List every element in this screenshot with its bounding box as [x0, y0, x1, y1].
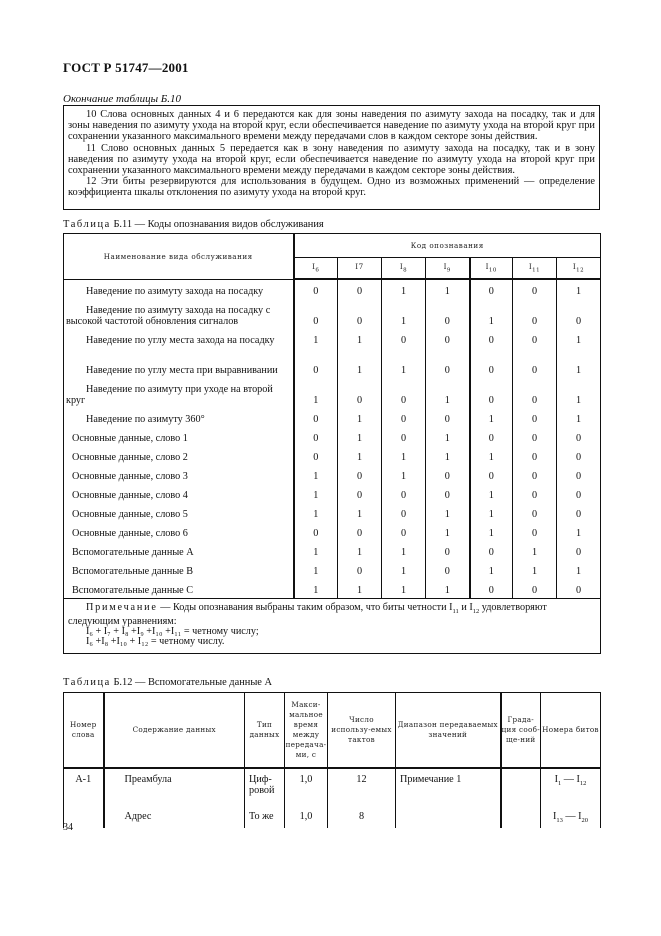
col-header-bit: [557, 258, 601, 280]
col-header-data-content: Содержание данных: [104, 693, 245, 769]
parity-equation-2: I₆ +I₈ +I₁₀ + I₁₂ = четному числу.: [86, 635, 225, 647]
max-time-cell: 1,0: [285, 806, 328, 828]
table-row: [64, 522, 601, 541]
col-header-max-time: Макси-мальное время между передача-ми, с: [285, 693, 328, 769]
bit-label: I: [399, 262, 404, 272]
word-cell: А-1: [64, 768, 104, 806]
bit-label: I: [572, 262, 577, 272]
bit-value-cell: 1: [557, 522, 601, 541]
bit-value-cell: 1: [557, 348, 601, 378]
gradation-cell: [501, 768, 541, 806]
subscript: 12: [472, 607, 480, 615]
caption-text: Б.11 — Коды опознавания видов обслуживания: [110, 219, 324, 230]
service-name-cell: Основные данные, слово 5: [64, 503, 294, 522]
bit-value-cell: 1: [470, 299, 513, 329]
bit-value-cell: 1: [426, 503, 470, 522]
bit-subscript: 11: [532, 267, 541, 274]
bit-value-cell: 0: [294, 408, 338, 427]
bit-value-cell: 0: [382, 484, 426, 503]
table-row: [64, 427, 601, 446]
bit-value-cell: 1: [294, 560, 338, 579]
bit-value-cell: 0: [294, 299, 338, 329]
bit-value-cell: 0: [382, 427, 426, 446]
table-row: [64, 806, 601, 828]
bit-value-cell: 1: [382, 299, 426, 329]
bit-value-cell: 1: [557, 378, 601, 408]
bit-value-cell: 0: [513, 465, 557, 484]
bit-value-cell: 1: [294, 484, 338, 503]
bit-subscript: 8: [403, 267, 408, 274]
bit-value-cell: 1: [294, 503, 338, 522]
bit-value-cell: 1: [470, 408, 513, 427]
bit-value-cell: 1: [338, 541, 382, 560]
max-time-cell: 1,0: [285, 768, 328, 806]
bit-value-cell: 1: [382, 560, 426, 579]
table-continuation-label: Окончание таблицы Б.10: [63, 93, 182, 105]
bit-value-cell: 0: [513, 348, 557, 378]
bit-value-cell: 0: [426, 408, 470, 427]
service-name-cell: Основные данные, слово 4: [64, 484, 294, 503]
table-row: [64, 408, 601, 427]
bit-value-cell: 0: [426, 299, 470, 329]
bit-value-cell: 1: [426, 522, 470, 541]
bit-value-cell: 0: [426, 560, 470, 579]
col-header-gradation: Града-ция сооб-ще-ний: [501, 693, 541, 769]
bit-value-cell: 0: [513, 503, 557, 522]
bit-value-cell: 0: [426, 465, 470, 484]
col-header-clock-count: Число использу-емых тактов: [328, 693, 396, 769]
col-header-bit-numbers: Номера битов: [541, 693, 601, 769]
bit-value-cell: 0: [513, 484, 557, 503]
service-name-cell: Вспомогательные данные В: [64, 560, 294, 579]
bit-value-cell: 0: [338, 299, 382, 329]
bit-value-cell: 1: [294, 541, 338, 560]
bit-value-cell: 0: [426, 541, 470, 560]
bit-value-cell: 1: [294, 329, 338, 348]
document-title: ГОСТ Р 51747—2001: [63, 60, 189, 75]
range-cell: [396, 806, 501, 828]
note-text: — Коды опознавания выбраны таким образом, что биты четности I: [157, 601, 453, 613]
bit-value-cell: 0: [426, 348, 470, 378]
bit-value-cell: 1: [382, 579, 426, 598]
bit-value-cell: 0: [513, 446, 557, 465]
service-name-cell: Наведение по углу места при выравнивании: [64, 348, 294, 378]
bit-value-cell: 0: [338, 378, 382, 408]
bit-value-cell: 0: [513, 408, 557, 427]
bit-value-cell: 1: [470, 503, 513, 522]
service-name-cell: Основные данные, слово 3: [64, 465, 294, 484]
bit-value-cell: 0: [470, 579, 513, 598]
bit-value-cell: 0: [557, 484, 601, 503]
bit-value-cell: 0: [338, 522, 382, 541]
caption-prefix: Таблица: [63, 219, 111, 230]
note-text: и I: [458, 601, 473, 613]
subscript: 11: [452, 607, 459, 615]
table-row: [64, 768, 601, 806]
bit-value-cell: 1: [513, 541, 557, 560]
table-row: [64, 329, 601, 348]
bit-value-cell: 0: [513, 522, 557, 541]
note-text: удовлетворяют следующим уравнениям:: [68, 601, 547, 627]
page-number: 34: [63, 822, 73, 833]
bit-value-cell: 1: [382, 465, 426, 484]
bit-value-cell: 0: [557, 503, 601, 522]
bit-value-cell: 0: [382, 503, 426, 522]
bit-value-cell: 0: [557, 427, 601, 446]
bit-label: I7: [355, 262, 364, 272]
bit-value-cell: 0: [338, 465, 382, 484]
subscript: 12: [579, 780, 587, 788]
bit-value-cell: 1: [557, 329, 601, 348]
parity-equation-1: I₆ + I₇ + I₈ +I₉ +I₁₀ +I₁₁ = четному числу;: [86, 625, 259, 637]
bit-value-cell: 0: [294, 446, 338, 465]
subscript: 1: [557, 780, 562, 788]
bit-value-cell: 1: [426, 378, 470, 408]
bit-value-cell: 1: [338, 446, 382, 465]
bit-subscript: 6: [315, 267, 320, 274]
bit-value-cell: 1: [470, 560, 513, 579]
table-row: [64, 465, 601, 484]
bit-value-cell: 1: [426, 279, 470, 299]
bit-value-cell: 0: [338, 484, 382, 503]
bit-value-cell: 0: [470, 348, 513, 378]
service-name-cell: Основные данные, слово 2: [64, 446, 294, 465]
bit-value-cell: 0: [513, 579, 557, 598]
bit-label: I: [485, 262, 489, 272]
table-row: [64, 503, 601, 522]
bit-value-cell: 0: [382, 329, 426, 348]
col-header-service-name: Наименование вида обслуживания: [64, 234, 294, 280]
col-header-value-range: Диапазон передаваемых значений: [396, 693, 501, 769]
bit-value-cell: 0: [470, 541, 513, 560]
note-11: 11 Слово основных данных 5 передается как в зону наведения по азимуту захода на посадку, так и в зону наведения по азимуту ухода на второй круг, если обеспечивается наведение по азимуту ухода на второй круг при сохранении указанного максимального времени между передачами в каждом секторе зоны действия.: [68, 142, 595, 177]
service-name-cell: Вспомогательные данные С: [64, 579, 294, 598]
table-b12-caption: [63, 677, 272, 688]
bit-value-cell: 0: [513, 279, 557, 299]
bit-subscript: 10: [488, 267, 497, 274]
bit-value-cell: 0: [382, 378, 426, 408]
bit-value-cell: 0: [338, 560, 382, 579]
col-header-bit: [382, 258, 426, 280]
bit-value-cell: 1: [557, 560, 601, 579]
service-name-cell: Наведение по азимуту захода на посадку: [64, 279, 294, 299]
table-row: [64, 541, 601, 560]
col-header-code-group: Код опознавания: [294, 234, 601, 258]
caption-text: Б.12 — Вспомогательные данные А: [110, 677, 273, 688]
note-12: 12 Эти биты резервируются для использования в будущем. Одно из возможных применений — определение коэффициента шкалы отклонения по азимуту ухода на второй круг.: [68, 176, 595, 199]
bit-value-cell: 0: [513, 378, 557, 408]
caption-prefix: Таблица: [63, 677, 111, 688]
col-header-bit: [426, 258, 470, 280]
note-10: 10 Слова основных данных 4 и 6 передаются как для зоны наведения по азимуту захода на посадку, так и для зоны наведения по азимуту ухода на второй круг, если обеспечивается наведение по азимуту ухода на второй круг при сохранении указанного максимального времени между передачами слов в каждом секторе зоны действия.: [68, 109, 595, 143]
subscript: 13: [556, 817, 563, 825]
bit-value-cell: 1: [382, 446, 426, 465]
bit-value-cell: 1: [470, 446, 513, 465]
type-cell: Циф-ровой: [245, 768, 285, 806]
table-b12: [63, 692, 601, 828]
bit-value-cell: 0: [513, 427, 557, 446]
bit-value-cell: 1: [382, 279, 426, 299]
bit-subscript: 12: [576, 267, 585, 274]
col-header-data-type: Тип данных: [245, 693, 285, 769]
bit-value-cell: 1: [338, 348, 382, 378]
bit-value-cell: 0: [557, 465, 601, 484]
bit-value-cell: 0: [557, 299, 601, 329]
bit-value-cell: 1: [557, 279, 601, 299]
col-header-word-number: Номер слова: [64, 693, 104, 769]
content-cell: Адрес: [104, 806, 245, 828]
service-name-cell: Наведение по азимуту захода на посадку с высокой частотой обновления сигналов: [64, 299, 294, 329]
bit-value-cell: 1: [338, 408, 382, 427]
bit-value-cell: 1: [382, 541, 426, 560]
table-row: [64, 446, 601, 465]
bit-subscript: 9: [446, 267, 451, 274]
bit-value-cell: 1: [338, 579, 382, 598]
bit-value-cell: 1: [426, 446, 470, 465]
bit-value-cell: 1: [513, 560, 557, 579]
service-name-cell: Вспомогательные данные А: [64, 541, 294, 560]
service-name-cell: Наведение по углу места захода на посадку: [64, 329, 294, 348]
table-note-row: [64, 598, 601, 653]
table-row: [64, 348, 601, 378]
bit-label: I: [443, 262, 447, 272]
content-cell: Преамбула: [104, 768, 245, 806]
bit-value-cell: 0: [513, 299, 557, 329]
type-cell: То же: [245, 806, 285, 828]
bit-value-cell: 0: [382, 408, 426, 427]
bit-value-cell: 1: [426, 579, 470, 598]
bit-value-cell: 0: [470, 378, 513, 408]
bit-value-cell: 1: [338, 503, 382, 522]
bit-value-cell: 1: [470, 484, 513, 503]
table-row: [64, 560, 601, 579]
bit-value-cell: 1: [470, 522, 513, 541]
bit-value-cell: 1: [294, 579, 338, 598]
service-name-cell: Наведение по азимуту при уходе на второй круг: [64, 378, 294, 408]
col-header-bit: [470, 258, 513, 280]
table-row: [64, 279, 601, 299]
note-label: Примечание: [86, 601, 158, 613]
bit-value-cell: 0: [294, 522, 338, 541]
bit-value-cell: 0: [470, 427, 513, 446]
bit-value-cell: 0: [294, 427, 338, 446]
bit-label: I: [528, 262, 533, 272]
col-header-bit: [338, 258, 382, 280]
bit-value-cell: 1: [294, 378, 338, 408]
bit-value-cell: 0: [470, 279, 513, 299]
bit-value-cell: 1: [382, 348, 426, 378]
bit-value-cell: 0: [294, 348, 338, 378]
bit-value-cell: 0: [557, 541, 601, 560]
bit-value-cell: 0: [557, 446, 601, 465]
bit-value-cell: 0: [513, 329, 557, 348]
table-row: [64, 378, 601, 408]
col-header-bit: [513, 258, 557, 280]
table-b10-notes: [63, 105, 600, 210]
bit-value-cell: 0: [338, 279, 382, 299]
bit-value-cell: 1: [557, 408, 601, 427]
service-name-cell: Наведение по азимуту 360°: [64, 408, 294, 427]
bit-value-cell: 0: [426, 484, 470, 503]
service-name-cell: Основные данные, слово 6: [64, 522, 294, 541]
bit-label: I: [312, 262, 316, 272]
clocks-cell: 12: [328, 768, 396, 806]
table-b11-caption: [63, 219, 324, 230]
table-row: [64, 484, 601, 503]
bit-value-cell: 0: [382, 522, 426, 541]
bit-value-cell: 0: [470, 329, 513, 348]
range-cell: Примечание 1: [396, 768, 501, 806]
bit-value-cell: 0: [426, 329, 470, 348]
table-b11: [63, 233, 601, 654]
table-note: [64, 598, 601, 653]
service-name-cell: Основные данные, слово 1: [64, 427, 294, 446]
gradation-cell: [501, 806, 541, 828]
bit-value-cell: 0: [470, 465, 513, 484]
subscript: 20: [581, 817, 589, 825]
table-row: [64, 579, 601, 598]
table-row: [64, 299, 601, 329]
bit-value-cell: 0: [294, 279, 338, 299]
bit-value-cell: 1: [338, 329, 382, 348]
bit-value-cell: 1: [294, 465, 338, 484]
bit-value-cell: 1: [338, 427, 382, 446]
col-header-bit: [294, 258, 338, 280]
bit-numbers-cell: $I_{13}$ — $I_{20}$: [541, 806, 601, 828]
bit-value-cell: 0: [557, 579, 601, 598]
clocks-cell: 8: [328, 806, 396, 828]
bit-value-cell: 1: [426, 427, 470, 446]
bit-numbers-cell: $I_1$ — $I_{12}$: [541, 768, 601, 806]
